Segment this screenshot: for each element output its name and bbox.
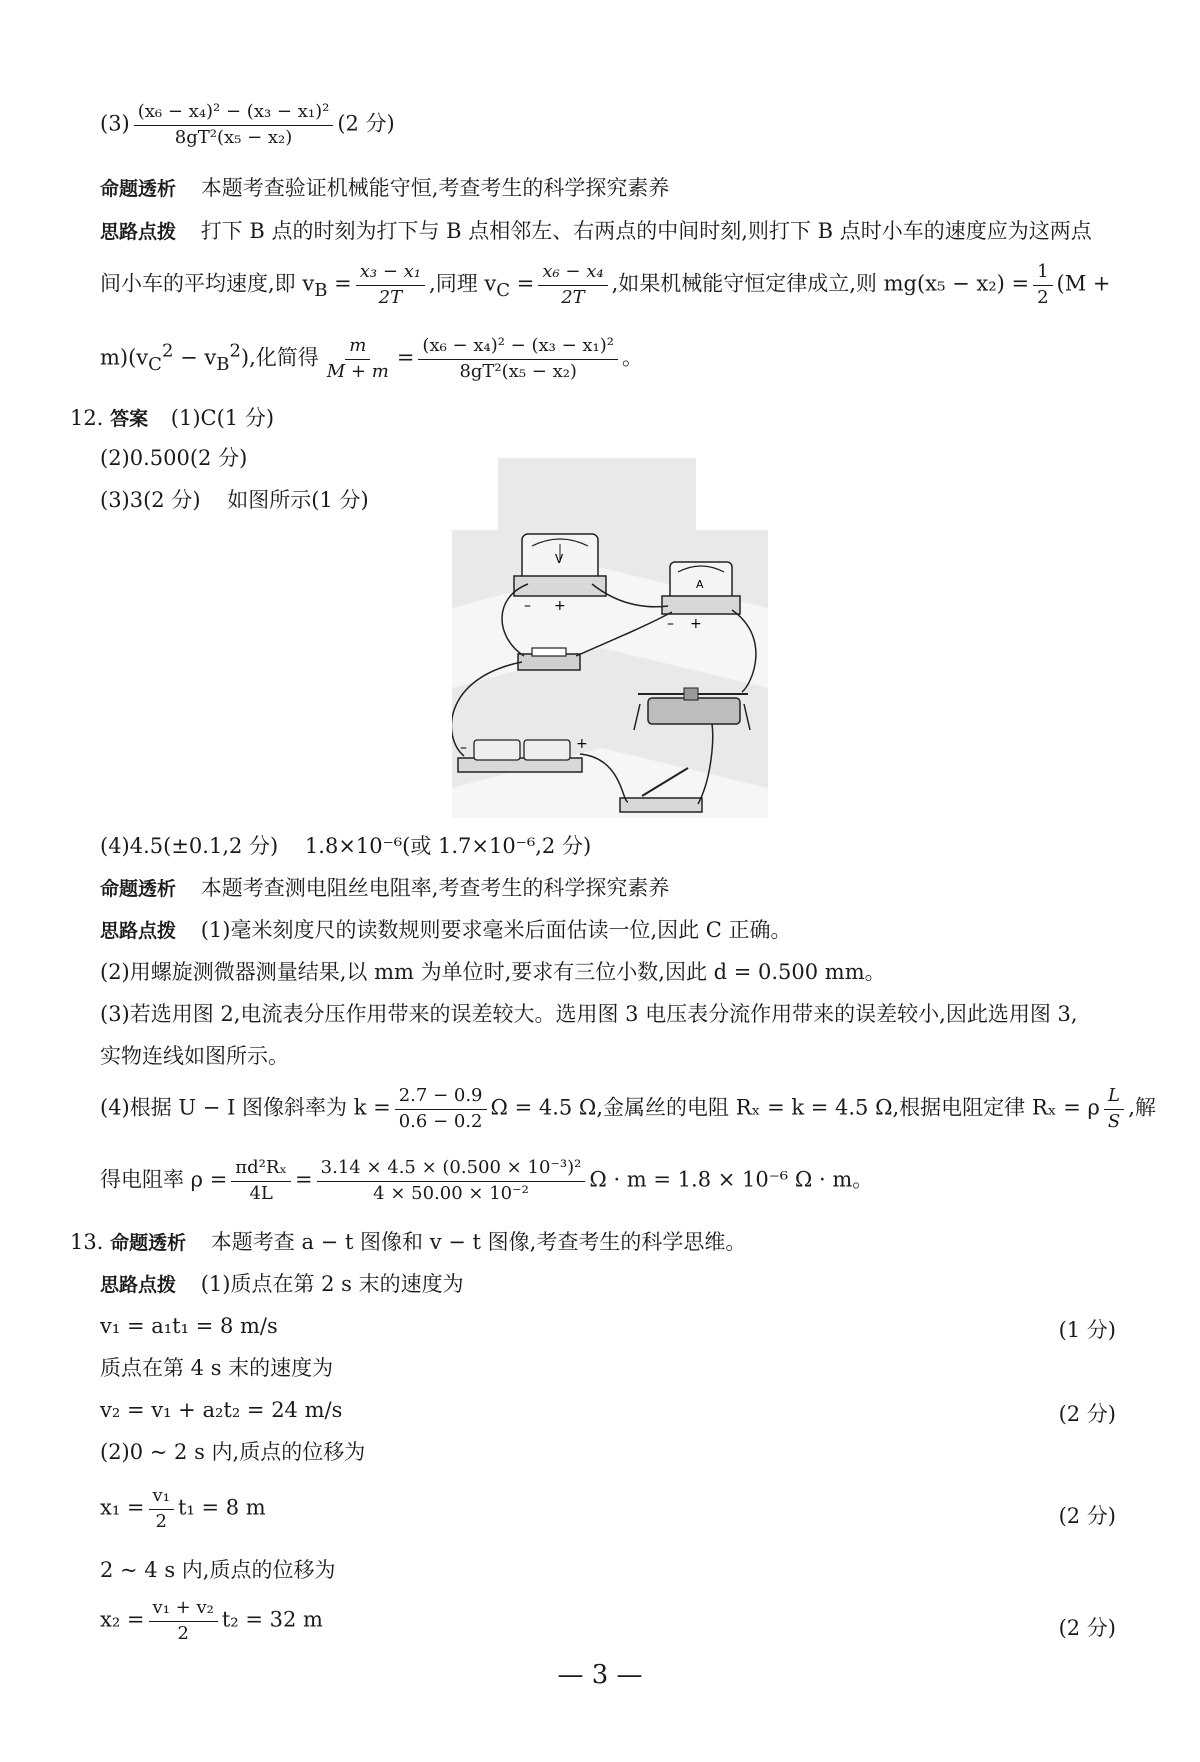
q11-part3-prefix: (3) [100, 111, 130, 136]
q13-eq3-denominator: 2 [155, 1510, 167, 1532]
q11-vb-fraction [356, 262, 425, 308]
q11-vb-numerator: x₃ − x₁ [356, 262, 425, 286]
q11-half-denominator: 2 [1037, 286, 1049, 308]
svg-text:+: + [690, 616, 702, 632]
q13-number: 13. [70, 1230, 104, 1254]
q11-result-fraction [418, 336, 618, 382]
q11-eq-sign-2: = [516, 271, 535, 296]
q11-hint-label: 思路点拨 [100, 221, 177, 243]
q11-hint-line2 [100, 262, 1111, 308]
q11-half-fraction [1033, 262, 1052, 308]
q11-intent-label: 命题透析 [100, 178, 177, 200]
q13-eq4-lhs: x₂ = [100, 1607, 145, 1632]
q12-answer-4: (4)4.5(±0.1,2 分) 1.8×10⁻⁶(或 1.7×10⁻⁶,2 分) [100, 834, 592, 858]
q11-hint-text2a: 间小车的平均速度,即 v [100, 271, 315, 296]
q12-hint-2: (2)用螺旋测微器测量结果,以 mm 为单位时,要求有三位小数,因此 d = 0.500 mm。 [100, 960, 886, 984]
q11-vc-numerator: x₆ − x₄ [538, 262, 607, 286]
q13-hint-label: 思路点拨 [100, 1274, 177, 1296]
q11-vb-denominator: 2T [378, 286, 403, 308]
q11-m-numerator: m [345, 336, 370, 360]
q13-text2: 质点在第 4 s 末的速度为 [100, 1356, 334, 1380]
q13-eq3-lhs: x₁ = [100, 1495, 145, 1520]
q11-half-numerator: 1 [1033, 262, 1052, 286]
svg-text:+: + [576, 736, 588, 752]
q13-eq3-score: (2 分) [1058, 1504, 1116, 1528]
q12-ls-numerator: L [1104, 1086, 1124, 1110]
q13-eq2: v₂ = v₁ + a₂t₂ = 24 m/s [100, 1398, 343, 1422]
q11-hint-text2d: (M + [1056, 271, 1111, 296]
q11-part3-score: (2 分) [337, 111, 395, 136]
q12-rho-numerator: πd²Rₓ [231, 1158, 291, 1182]
q12-hint-4c: ,解 [1128, 1095, 1156, 1120]
q11-result-denominator: 8gT²(x₅ − x₂) [459, 360, 577, 382]
q11-hint-line3: $m)(v_C^2 - v_B^2)$,化简得 $\frac{m}{M + m}$ = $\frac{\text{(x₆ − x₄)² − (x₃ − x₁)²}}{\text{8gT²(x₅ − x₂)}}$ 。 [100, 335, 643, 382]
q12-hint-5a: 得电阻率 ρ = [100, 1167, 228, 1192]
q12-hint-3b: 实物连线如图所示。 [100, 1044, 289, 1068]
q13-eq3 [100, 1486, 266, 1532]
q11-hint-text3a: m)(v [100, 345, 149, 370]
q12-intent-text: 本题考查测电阻丝电阻率,考查考生的科学探究素养 [200, 876, 670, 900]
q11-hint-text3-end: 。 [622, 345, 643, 370]
q11-vc-denominator: 2T [561, 286, 585, 308]
q12-hint-5 [100, 1158, 873, 1204]
q11-hint-text3b: ),化简得 [240, 345, 319, 370]
q12-hint-line1 [100, 918, 792, 943]
q12-answer-2: (2)0.500(2 分) [100, 446, 248, 470]
rheostat [634, 688, 750, 730]
q12-hint-1: (1)毫米刻度尺的读数规则要求毫米后面估读一位,因此 C 正确。 [200, 918, 792, 942]
q11-vc-subscript: C [496, 279, 511, 301]
q12-slope-numerator: 2.7 − 0.9 [395, 1086, 487, 1110]
q13-eq4-numerator: v₁ + v₂ [149, 1598, 218, 1622]
q13-intent-line [70, 1230, 746, 1255]
q12-calc-denominator: 4 × 50.00 × 10⁻² [373, 1182, 529, 1204]
circuit-diagram [452, 458, 768, 818]
svg-text:+: + [554, 598, 566, 614]
q12-number: 12. [70, 406, 104, 430]
q12-hint-4 [100, 1086, 1156, 1132]
q12-hint-3a: (3)若选用图 2,电流表分压作用带来的误差较大。选用图 3 电压表分流作用带来的误差较小,因此选用图 3, [100, 1002, 1078, 1026]
svg-text:–: – [667, 616, 674, 632]
q13-eq1-score: (1 分) [1058, 1318, 1116, 1342]
q13-eq2-score: (2 分) [1058, 1402, 1116, 1426]
q12-hint-4b: Ω = 4.5 Ω,金属丝的电阻 Rₓ = k = 4.5 Ω,根据电阻定律 Rₓ = ρ [490, 1095, 1100, 1120]
q13-eq4 [100, 1598, 323, 1644]
q13-eq3-rhs: t₁ = 8 m [177, 1495, 266, 1520]
q13-intent-label: 命题透析 [110, 1232, 187, 1254]
q13-eq4-fraction [149, 1598, 218, 1644]
q11-hint-text1: 打下 B 点的时刻为打下与 B 点相邻左、右两点的中间时刻,则打下 B 点时小车的速度应为这两点 [200, 219, 1092, 243]
q11-hint-text2c: ,如果机械能守恒定律成立,则 mg(x₅ − x₂) = [611, 271, 1030, 296]
q11-m-fraction [323, 336, 393, 382]
q11-part3-formula [100, 102, 395, 148]
svg-text:–: – [524, 598, 531, 614]
q13-eq4-denominator: 2 [177, 1622, 189, 1644]
q12-calc-fraction [317, 1158, 586, 1204]
q13-eq1: v₁ = a₁t₁ = 8 m/s [100, 1314, 278, 1338]
q12-intent-label: 命题透析 [100, 878, 177, 900]
q11-intent-text: 本题考查验证机械能守恒,考查考生的科学探究素养 [200, 176, 670, 200]
q11-part3-numerator: (x₆ − x₄)² − (x₃ − x₁)² [134, 102, 334, 126]
q12-slope-fraction [395, 1086, 487, 1132]
q12-hint-4a: (4)根据 U − I 图像斜率为 k = [100, 1095, 391, 1120]
q11-hint-text2b: ,同理 v [429, 271, 497, 296]
q12-calc-numerator: 3.14 × 4.5 × (0.500 × 10⁻³)² [317, 1158, 586, 1182]
q12-answer-label: 答案 [110, 408, 149, 430]
q11-hint-line1 [100, 219, 1092, 244]
q12-answer-3: (3)3(2 分) 如图所示(1 分) [100, 488, 369, 512]
q13-text3: (2)0 ~ 2 s 内,质点的位移为 [100, 1440, 366, 1464]
q12-intent-line [100, 876, 669, 901]
q13-hint-line1 [100, 1272, 464, 1297]
q13-eq4-rhs: t₂ = 32 m [221, 1607, 323, 1632]
q11-intent-line [100, 176, 669, 201]
q12-rho-denominator: 4L [249, 1182, 273, 1204]
voltmeter-label: V [555, 552, 564, 566]
q11-part3-fraction [134, 102, 334, 148]
q13-eq3-numerator: v₁ [149, 1486, 174, 1510]
q12-hint-5b: Ω · m = 1.8 × 10⁻⁶ Ω · m。 [589, 1167, 874, 1192]
q12-slope-denominator: 0.6 − 0.2 [398, 1110, 483, 1132]
q11-vb-subscript: B [314, 279, 328, 301]
q11-result-numerator: (x₆ − x₄)² − (x₃ − x₁)² [418, 336, 618, 360]
q13-hint-1: (1)质点在第 2 s 末的速度为 [200, 1272, 464, 1296]
q13-eq4-score: (2 分) [1058, 1616, 1116, 1640]
q13-intent-text: 本题考查 a − t 图像和 v − t 图像,考查考生的科学思维。 [210, 1230, 747, 1254]
q11-eq-sign: = [334, 271, 352, 296]
q11-vc-fraction [538, 262, 607, 308]
circuit-figure [452, 458, 768, 818]
q12-hint-5-eq: = [295, 1167, 313, 1192]
q12-rho-fraction [231, 1158, 291, 1204]
q12-ls-denominator: S [1107, 1110, 1121, 1132]
q12-hint-label: 思路点拨 [100, 920, 177, 942]
q12-answer-line [70, 406, 274, 431]
q13-eq3-fraction [149, 1486, 174, 1532]
q13-text4: 2 ~ 4 s 内,质点的位移为 [100, 1558, 336, 1582]
q12-answer-1: (1)C(1 分) [170, 406, 275, 430]
q11-m-denominator: M + m [326, 360, 389, 382]
svg-text:–: – [460, 740, 467, 756]
page-number: — 3 — [557, 1660, 643, 1690]
q12-ls-fraction [1104, 1086, 1124, 1132]
ammeter-label: A [696, 578, 704, 591]
q11-part3-denominator: 8gT²(x₅ − x₂) [174, 126, 293, 148]
